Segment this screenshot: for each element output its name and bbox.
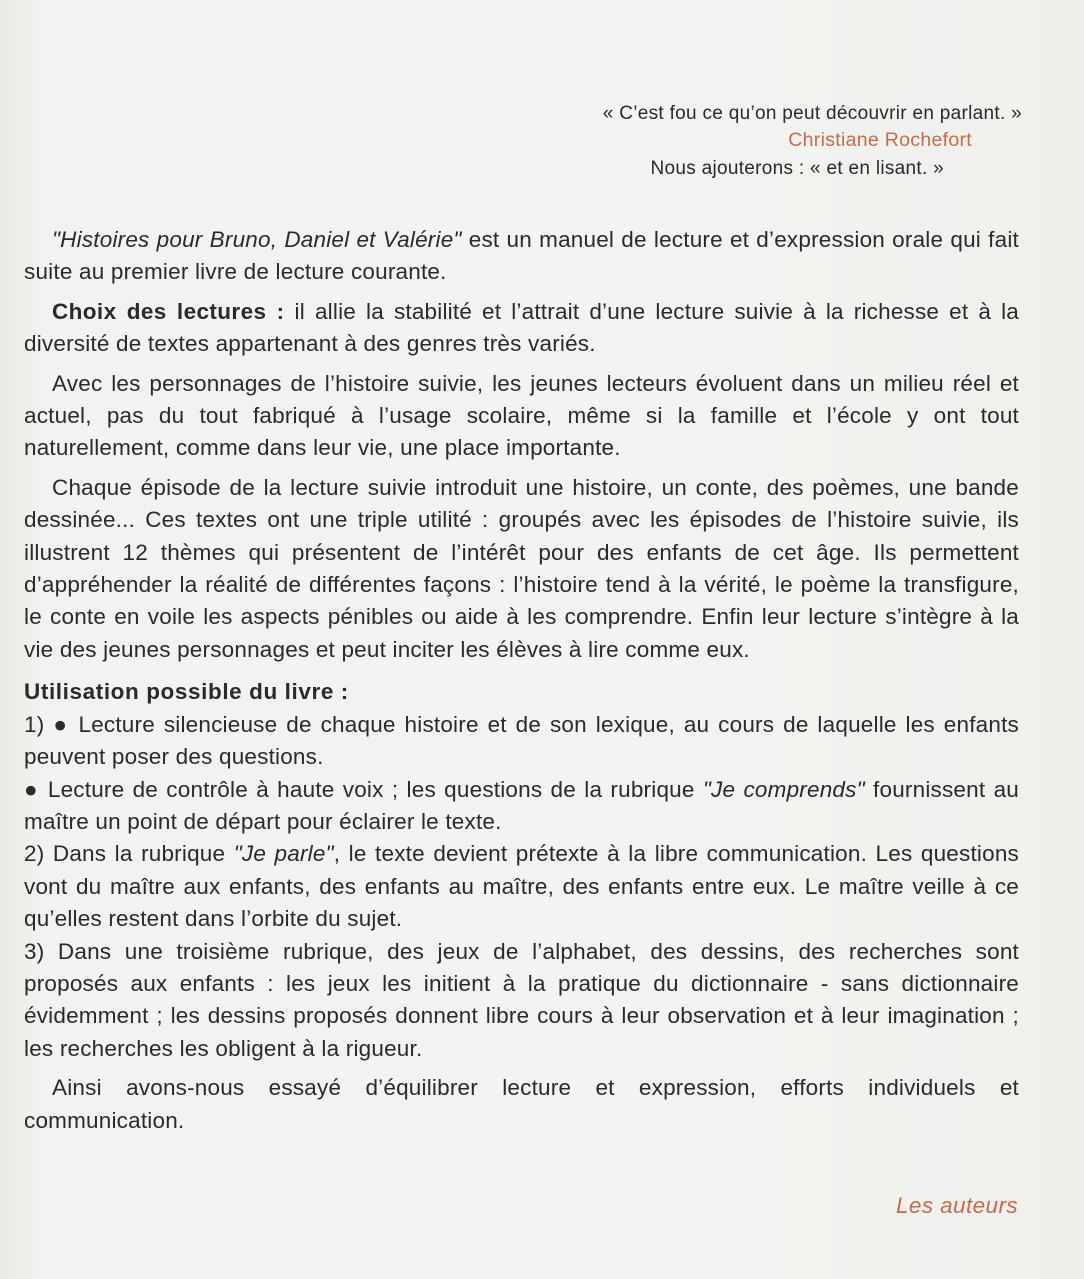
utilisation-item-3: 3) Dans une troisième rubrique, des jeux de l’alphabet, des dessins, des recherches sont proposés aux enfants : les jeux les initient à la pratique du dictionnaire - sans dictionnaire évidemment ; les dessins proposés donnent libre cours à leur observation et à leur imagination ; les recherches les obligent à la rigueur.	[24, 938, 1019, 1061]
intro-paragraph	[24, 224, 1019, 289]
epigraph	[462, 100, 1022, 182]
utilisation-item-1b	[24, 774, 1019, 839]
choix-heading: Choix des lectures :	[52, 298, 285, 324]
epigraph-author: Christiane Rochefort	[788, 129, 972, 151]
signature: Les auteurs	[896, 1193, 1018, 1218]
epigraph-addition: Nous ajouterons : « et en lisant. »	[650, 158, 944, 179]
preface-body	[24, 224, 1019, 1144]
choix-paragraph	[24, 296, 1019, 361]
epigraph-quote: « C’est fou ce qu’on peut découvrir en parlant. »	[602, 103, 1022, 124]
item-2-text-end: , le texte devient prétexte à la libre communication. Les questions vont du maître aux enfants, des enfants au maître, des enfants entre eux. Le maître veille à ce qu’elles restent dans l’orbite du sujet.	[24, 841, 1019, 932]
rubrique-je-parle: "Je parle"	[233, 841, 334, 867]
item-2-text: 2) Dans la rubrique	[24, 841, 234, 867]
intro-text: est un manuel de lecture et d’expression orale qui fait suite au premier livre de lecture courante.	[24, 227, 1019, 285]
utilisation-heading: Utilisation possible du livre :	[24, 679, 349, 705]
conclusion-paragraph: Ainsi avons-nous essayé d’équilibrer lecture et expression, efforts individuels et communication.	[24, 1075, 1019, 1133]
utilisation-item-1a: 1) ● Lecture silencieuse de chaque histoire et de son lexique, au cours de laquelle les enfants peuvent poser des questions.	[24, 711, 1019, 770]
choix-text: il allie la stabilité et l’attrait d’une lecture suivie à la richesse et à la diversité de textes appartenant à des genres très variés.	[24, 298, 1019, 357]
item-1b-text: ● Lecture de contrôle à haute voix ; les questions de la rubrique	[24, 776, 703, 802]
personnages-paragraph: Avec les personnages de l’histoire suivie, les jeunes lecteurs évoluent dans un milieu réel et actuel, pas du tout fabriqué à l’usage scolaire, même si la famille et l’école y ont tout naturellement, comme dans leur vie, une place importante.	[24, 370, 1019, 461]
rubrique-je-comprends: "Je comprends"	[702, 776, 865, 802]
book-title-quote: "Histoires pour Bruno, Daniel et Valérie"	[52, 227, 462, 252]
episode-paragraph: Chaque épisode de la lecture suivie introduit une histoire, un conte, des poèmes, une bande dessinée... Ces textes ont une triple utilité : groupés avec les épisodes de l’histoire suivie, ils illustrent 12 thèmes qui présentent de l’intérêt pour des enfants de cet âge. Ils permettent d’appréhender la réalité de différentes façons : l’histoire tend à la vérité, le poème la transfigure, le conte en voile les aspects pénibles ou aide à les comprendre. Enfin leur lecture s’intègre à la vie des jeunes personnages et peut inciter les élèves à lire comme eux.	[24, 474, 1019, 662]
utilisation-item-2	[24, 838, 1019, 935]
item-1b-text-end: fournissent au maître un point de départ pour éclairer le texte.	[24, 776, 1020, 834]
